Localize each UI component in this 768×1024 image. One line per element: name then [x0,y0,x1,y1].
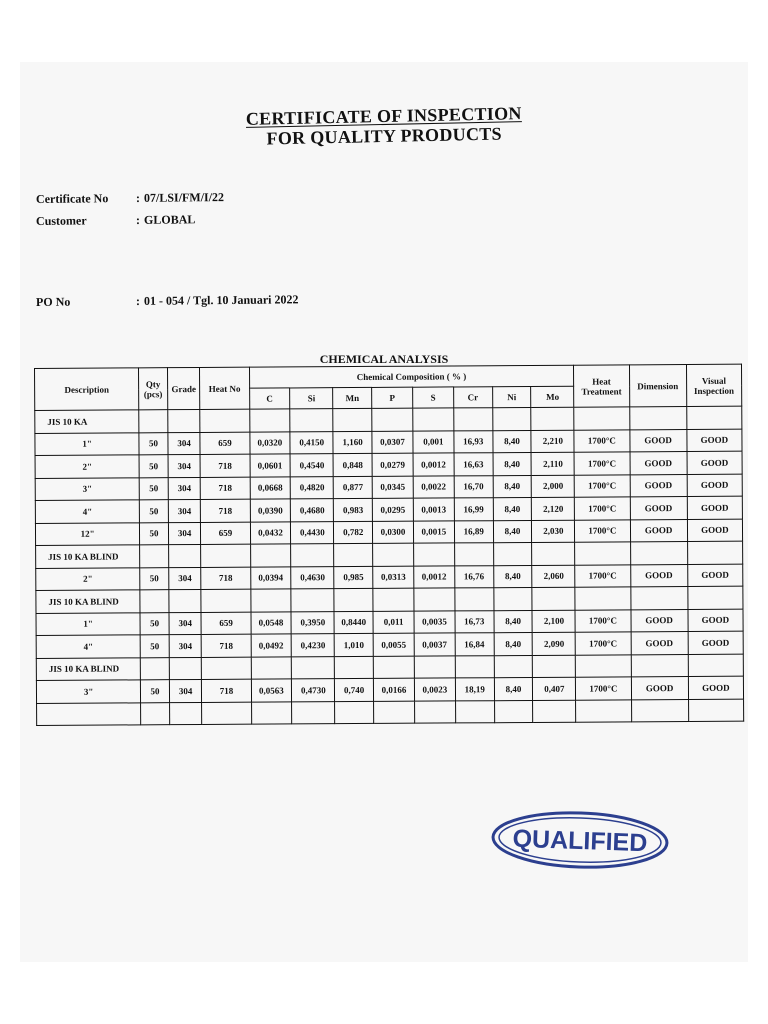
empty-cell [292,701,335,724]
table-cell: 718 [201,477,250,500]
empty-cell [291,544,334,567]
table-cell: 2" [36,567,140,590]
section-title: CHEMICAL ANALYSIS [319,352,449,366]
empty-cell [168,544,201,567]
empty-cell [335,701,374,724]
header-visual-line2: Inspection [693,385,735,396]
table-cell: GOOD [630,519,687,542]
table-cell: 16,93 [454,430,493,453]
table-cell: 0,0037 [414,633,455,656]
table-cell: 8,40 [494,677,533,700]
empty-cell [373,588,414,611]
group-label: JIS 10 KA BLIND [36,590,140,613]
table-cell: 12" [35,522,139,545]
table-cell: 50 [140,612,169,635]
table-cell: 16,63 [454,453,493,476]
table-cell: 16,99 [454,498,493,521]
empty-cell [455,588,494,611]
table-cell: 1700°C [576,677,631,700]
empty-cell [169,589,202,612]
table-cell: GOOD [630,564,687,587]
table-cell: 1700°C [574,452,629,475]
table-cell: GOOD [629,429,686,452]
empty-cell [291,589,334,612]
empty-row [37,699,744,726]
table-cell: 1700°C [575,609,630,632]
table-cell: 0,4730 [292,679,335,702]
table-cell: 2,120 [532,497,575,520]
empty-cell [373,656,414,679]
table-cell: 0,0300 [373,521,414,544]
table-cell: 50 [140,635,169,658]
header-dimension: Dimension [629,365,686,407]
empty-cell [455,655,494,678]
table-cell: 0,4540 [290,454,333,477]
table-cell: 659 [201,612,250,635]
table-cell: 1700°C [575,519,630,542]
table-cell: 718 [201,567,250,590]
table-cell: 0,985 [334,566,373,589]
empty-cell [686,406,741,429]
empty-cell [202,702,251,725]
table-cell: 718 [202,634,251,657]
table-cell: 0,4430 [291,521,334,544]
table-cell: 1" [36,612,140,635]
header-element: Mo [531,386,574,407]
empty-cell [139,410,168,433]
empty-cell [414,655,455,678]
table-cell: 0,0013 [413,498,454,521]
table-cell: 18,19 [455,678,494,701]
table-cell: 0,0320 [249,431,290,454]
table-cell: GOOD [631,632,688,655]
table-cell: 0,0022 [413,475,454,498]
table-cell: 0,0668 [250,476,291,499]
table-cell: 718 [201,499,250,522]
table-cell: 1700°C [574,429,629,452]
empty-cell [531,407,574,430]
customer-row [36,212,196,229]
empty-cell [630,542,687,565]
table-cell: 16,76 [455,565,494,588]
header-element: Ni [492,386,531,407]
empty-cell [292,656,335,679]
table-cell: 0,4630 [291,566,334,589]
empty-cell [201,589,250,612]
empty-cell [455,700,494,723]
header-heat-no: Heat No [200,367,249,409]
header-grade: Grade [167,367,200,409]
empty-cell [576,654,631,677]
stamp-text: QUALIFIED [512,824,648,858]
table-cell: 4" [36,635,140,658]
header-chemical-composition: Chemical Composition ( % ) [249,365,574,388]
table-cell: 8,40 [493,452,532,475]
table-cell: 50 [139,477,168,500]
table-cell: 0,0035 [414,610,455,633]
table-cell: 50 [140,500,169,523]
chemical-analysis-table-wrap [34,364,744,726]
table-cell: 0,0390 [250,499,291,522]
header-description: Description [35,368,139,411]
empty-cell [532,542,575,565]
empty-cell [414,543,455,566]
table-cell: 2,000 [532,475,575,498]
table-cell: 304 [168,432,201,455]
header-element: C [249,388,290,409]
empty-cell [454,408,493,431]
empty-cell [202,657,251,680]
table-cell: 304 [168,477,201,500]
certificate-no-value: 07/LSI/FM/I/22 [143,190,225,205]
header-qty [139,368,168,410]
table-cell: GOOD [687,496,742,519]
header-heat-treatment-line1: Heat [592,375,611,387]
empty-cell [493,587,532,610]
customer-value: GLOBAL [143,212,196,227]
header-qty-unit: (pcs) [143,388,163,399]
empty-cell [631,654,688,677]
table-cell: 0,4150 [290,431,333,454]
table-cell: 1700°C [575,474,630,497]
empty-cell [374,701,415,724]
empty-cell [140,545,169,568]
table-cell: GOOD [630,497,687,520]
certificate-no-row [36,190,224,207]
table-cell: 0,4230 [292,634,335,657]
table-cell: 1,010 [334,633,373,656]
header-heat-treatment [574,365,629,407]
empty-cell [575,542,630,565]
table-cell: GOOD [687,451,742,474]
empty-cell [494,700,533,723]
empty-cell [334,543,373,566]
table-cell: 2,100 [532,610,575,633]
table-cell: 0,001 [413,430,454,453]
header-element: Mn [333,387,372,408]
group-label: JIS 10 KA [35,410,139,433]
empty-cell [687,541,742,564]
colon: : [135,293,141,308]
table-cell: 304 [169,679,202,702]
table-cell: 0,0023 [414,678,455,701]
table-cell: 304 [168,499,201,522]
header-visual-line1: Visual [701,375,727,386]
table-cell: 718 [202,679,251,702]
title-line-2: FOR QUALITY PRODUCTS [266,123,503,149]
table-cell: 16,70 [454,475,493,498]
title-line-1: CERTIFICATE OF INSPECTION [245,103,522,129]
customer-label: Customer [35,213,87,228]
table-cell: GOOD [688,676,743,699]
table-cell: 8,40 [494,632,533,655]
table-cell: 16,89 [454,520,493,543]
header-element: Cr [453,387,492,408]
certificate-no-label: Certificate No [35,191,109,206]
table-cell: 0,4680 [291,499,334,522]
table-cell: 50 [141,680,170,703]
header-heat-treatment-line2: Treatment [581,385,622,397]
empty-cell [372,408,413,431]
group-label: JIS 10 KA BLIND [36,657,140,680]
empty-cell [251,656,292,679]
table-cell: 0,4820 [291,476,334,499]
header-element: P [372,387,413,408]
table-cell: 3" [35,477,139,500]
empty-cell [494,655,533,678]
empty-cell [333,408,372,431]
table-cell: 304 [169,634,202,657]
table-cell: 659 [201,522,250,545]
empty-cell [576,699,631,722]
table-cell: 0,0432 [250,521,291,544]
table-cell: 304 [168,454,201,477]
table-cell: 50 [139,432,168,455]
table-cell: 2,090 [533,632,576,655]
empty-cell [334,588,373,611]
table-cell: 50 [139,455,168,478]
group-label: JIS 10 KA BLIND [36,545,140,568]
table-body [35,406,744,725]
empty-cell [140,590,169,613]
table-cell: GOOD [630,452,687,475]
stamp-graphic [489,807,671,873]
table-cell: 4" [35,500,139,523]
table-cell: 16,73 [455,610,494,633]
qualified-stamp [489,807,671,873]
empty-cell [251,701,292,724]
empty-cell [688,654,743,677]
table-cell: GOOD [631,677,688,700]
empty-cell [492,407,531,430]
table-cell: 8,40 [493,430,532,453]
empty-cell [630,587,687,610]
empty-cell [250,589,291,612]
table-cell: 2,110 [531,452,574,475]
empty-cell [140,657,169,680]
empty-cell [532,587,575,610]
empty-cell [169,657,202,680]
table-cell: 0,0279 [372,453,413,476]
table-cell: 304 [169,567,202,590]
header-visual-inspection [686,364,742,406]
table-cell: 0,0166 [373,678,414,701]
table-cell: 0,0601 [250,454,291,477]
empty-cell [688,699,743,722]
table-cell: 0,0307 [372,431,413,454]
table-cell: 304 [168,522,201,545]
table-cell: 0,877 [333,476,372,499]
empty-cell [533,700,576,723]
empty-cell [290,409,333,432]
empty-cell [574,407,629,430]
empty-cell [688,586,743,609]
table-cell: 8,40 [493,565,532,588]
table-cell: 2,210 [531,430,574,453]
table-cell: 2,060 [532,565,575,588]
table-cell: 8,40 [494,610,533,633]
table-cell: 0,0345 [372,476,413,499]
empty-cell [335,656,374,679]
colon: : [135,190,141,205]
empty-cell [533,655,576,678]
empty-cell [201,544,250,567]
empty-cell [168,409,201,432]
empty-cell [413,408,454,431]
table-cell: 1,160 [333,431,372,454]
table-cell: 1" [35,432,139,455]
table-cell: 1700°C [575,632,630,655]
table-cell: 50 [140,567,169,590]
header-qty-label: Qty [145,378,161,389]
table-cell: GOOD [687,519,742,542]
empty-cell [373,543,414,566]
table-cell: 3" [36,680,140,703]
table-cell: 0,782 [334,521,373,544]
table-cell: GOOD [687,564,742,587]
empty-cell [200,409,249,432]
table-cell: 0,0015 [413,520,454,543]
table-cell: GOOD [687,429,742,452]
table-cell: 0,011 [373,611,414,634]
empty-cell [414,700,455,723]
po-no-label: PO No [35,294,71,309]
empty-cell [169,702,202,725]
table-cell: 304 [169,612,202,635]
table-cell: 0,848 [333,453,372,476]
empty-cell [37,702,141,725]
table-cell: 0,0295 [372,498,413,521]
colon: : [135,212,141,227]
table-cell: 0,0012 [414,565,455,588]
empty-cell [454,543,493,566]
table-cell: 0,0055 [373,633,414,656]
empty-cell [629,407,686,430]
table-cell: 0,0548 [251,611,292,634]
table-cell: 8,40 [493,475,532,498]
chemical-analysis-table [34,364,744,726]
table-cell: 0,0563 [251,679,292,702]
empty-cell [249,409,290,432]
empty-cell [414,588,455,611]
table-cell: 0,0492 [251,634,292,657]
table-cell: 2" [35,455,139,478]
table-cell: 0,0394 [250,566,291,589]
table-cell: 0,983 [334,498,373,521]
empty-cell [250,544,291,567]
table-cell: 2,030 [532,520,575,543]
empty-cell [141,702,170,725]
table-cell: 659 [200,432,249,455]
header-element: Si [290,388,333,409]
table-cell: 718 [201,454,250,477]
table-cell: GOOD [687,474,742,497]
table-cell: 0,8440 [334,611,373,634]
table-cell: 0,407 [533,677,576,700]
table-cell: GOOD [630,474,687,497]
table-cell: 8,40 [493,520,532,543]
table-cell: 0,740 [335,678,374,701]
empty-cell [631,699,688,722]
table-cell: 1700°C [575,497,630,520]
table-cell: GOOD [630,609,687,632]
table-cell: 50 [140,522,169,545]
empty-cell [575,587,630,610]
table-cell: GOOD [688,631,743,654]
table-cell: 0,0012 [413,453,454,476]
po-no-value: 01 - 054 / Tgl. 10 Januari 2022 [143,292,299,308]
empty-cell [493,542,532,565]
table-cell: 0,3950 [291,611,334,634]
header-element: S [413,387,454,408]
table-cell: 16,84 [455,633,494,656]
table-cell: 1700°C [575,564,630,587]
po-no-row [36,292,299,310]
table-cell: 0,0313 [373,566,414,589]
table-cell: 8,40 [493,497,532,520]
table-cell: GOOD [688,609,743,632]
